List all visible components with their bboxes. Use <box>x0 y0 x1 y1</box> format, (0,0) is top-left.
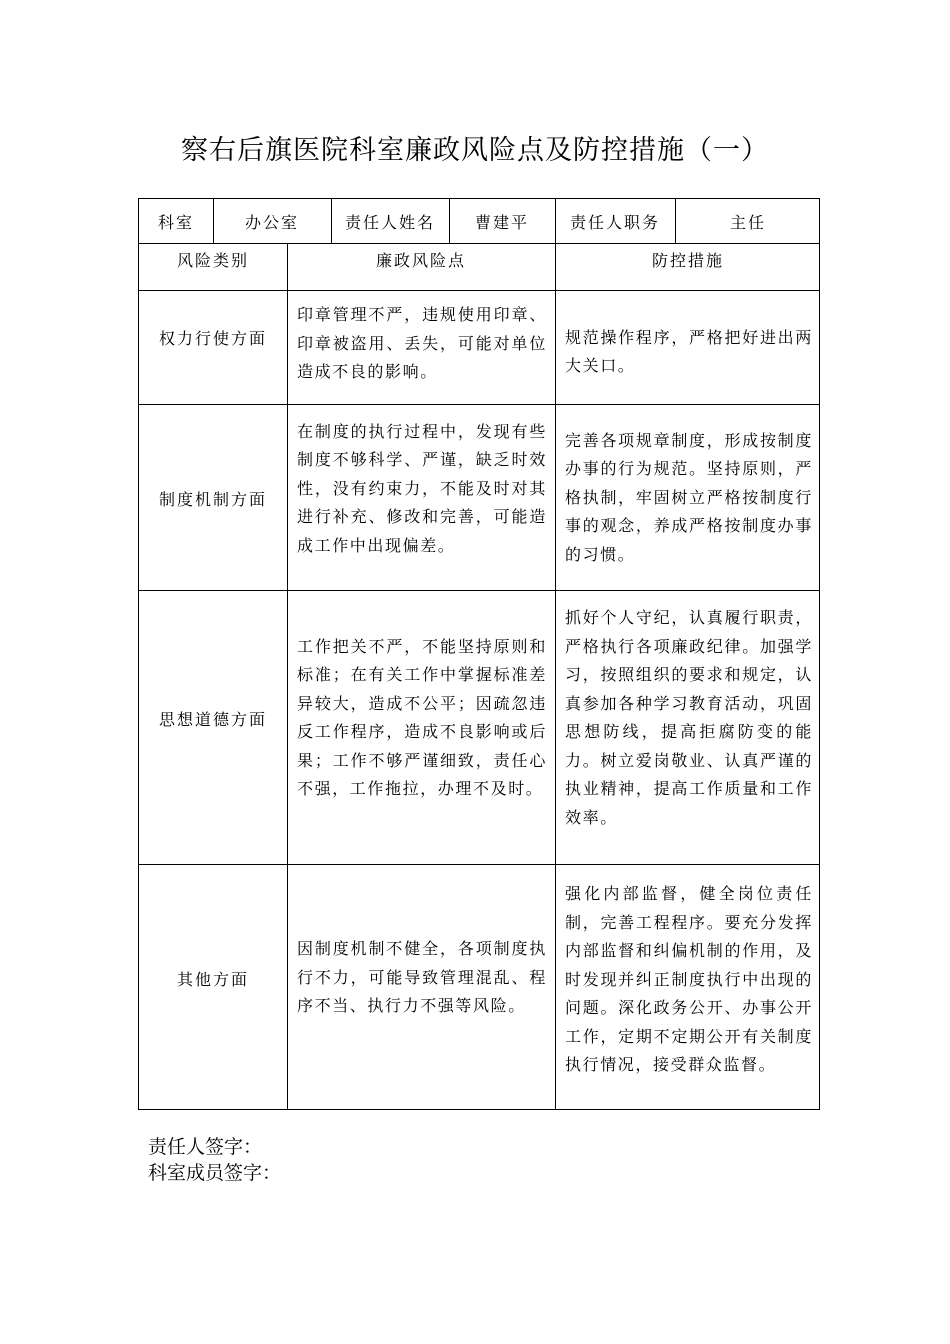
table-row <box>139 591 819 865</box>
dept-label: 科室 <box>157 212 194 232</box>
responsible-signature-label: 责任人签字： <box>148 1136 263 1158</box>
header-row <box>139 244 819 291</box>
row-category: 制度机制方面 <box>158 489 267 509</box>
row-measure <box>555 591 821 845</box>
risk-table <box>138 198 820 1110</box>
name-label: 责任人姓名 <box>344 212 435 232</box>
risk-text: 印章管理不严，违规使用印章、印章被盗用、丢失，可能对单位造成不良的影响。 <box>297 305 547 382</box>
position-value: 主任 <box>729 212 766 232</box>
row-category: 权力行使方面 <box>158 328 267 348</box>
table-row <box>139 291 819 405</box>
measure-text: 强化内部监督，健全岗位责任制，完善工程程序。要充分发挥内部监督和纠偏机制的作用，及时发现并纠正制度执行中出现的问题。深化政务公开、办事公开工作，定期不定期公开有关制度执行情况，接受群众监督。 <box>565 884 813 1075</box>
row-risk <box>287 291 555 397</box>
header-measure: 防控措施 <box>651 250 724 270</box>
measure-text: 抓好个人守纪，认真履行职责，严格执行各项廉政纪律。加强学习，按照组织的要求和规定，认真参加各种学习教育活动，巩固思想防线，提高拒腐防变的能力。树立爱岗敬业、认真严谨的执业精神，提高工作质量和工作效率。 <box>565 608 813 827</box>
risk-text: 在制度的执行过程中，发现有些制度不够科学、严谨，缺乏时效性，没有约束力，不能及时对其进行补充、修改和完善，可能造成工作中出现偏差。 <box>297 421 547 555</box>
position-label: 责任人职务 <box>569 212 660 232</box>
page-title: 察右后旗医院科室廉政风险点及防控措施（一） <box>181 135 769 166</box>
name-value: 曹建平 <box>474 212 529 232</box>
row-measure <box>555 865 821 1095</box>
measure-text: 规范操作程序，严格把好进出两大关口。 <box>565 327 813 375</box>
measure-text: 完善各项规章制度，形成按制度办事的行为规范。坚持原则，严格执制，牢固树立严格按制度行事的观念，养成严格按制度办事的习惯。 <box>565 430 813 564</box>
dept-value: 办公室 <box>244 212 299 232</box>
row-measure <box>555 291 821 413</box>
row-risk <box>287 865 555 1091</box>
header-risk: 廉政风险点 <box>375 250 466 270</box>
row-measure <box>555 405 821 591</box>
members-signature-label: 科室成员签字： <box>148 1162 282 1184</box>
risk-text: 工作把关不严，不能坚持原则和标准；在有关工作中掌握标准差异较大，造成不公平；因疏忽违反工作程序，造成不良影响或后果；工作不够严谨细致，责任心不强，工作拖拉，办理不及时。 <box>297 636 547 798</box>
row-category: 思想道德方面 <box>158 709 267 729</box>
header-category: 风险类别 <box>176 250 249 270</box>
table-row <box>139 405 819 591</box>
row-category: 其他方面 <box>176 969 249 989</box>
row-risk <box>287 591 555 845</box>
row-risk <box>287 405 555 573</box>
info-row <box>139 199 819 244</box>
risk-text: 因制度机制不健全，各项制度执行不力，可能导致管理混乱、程序不当、执行力不强等风险。 <box>297 939 547 1016</box>
